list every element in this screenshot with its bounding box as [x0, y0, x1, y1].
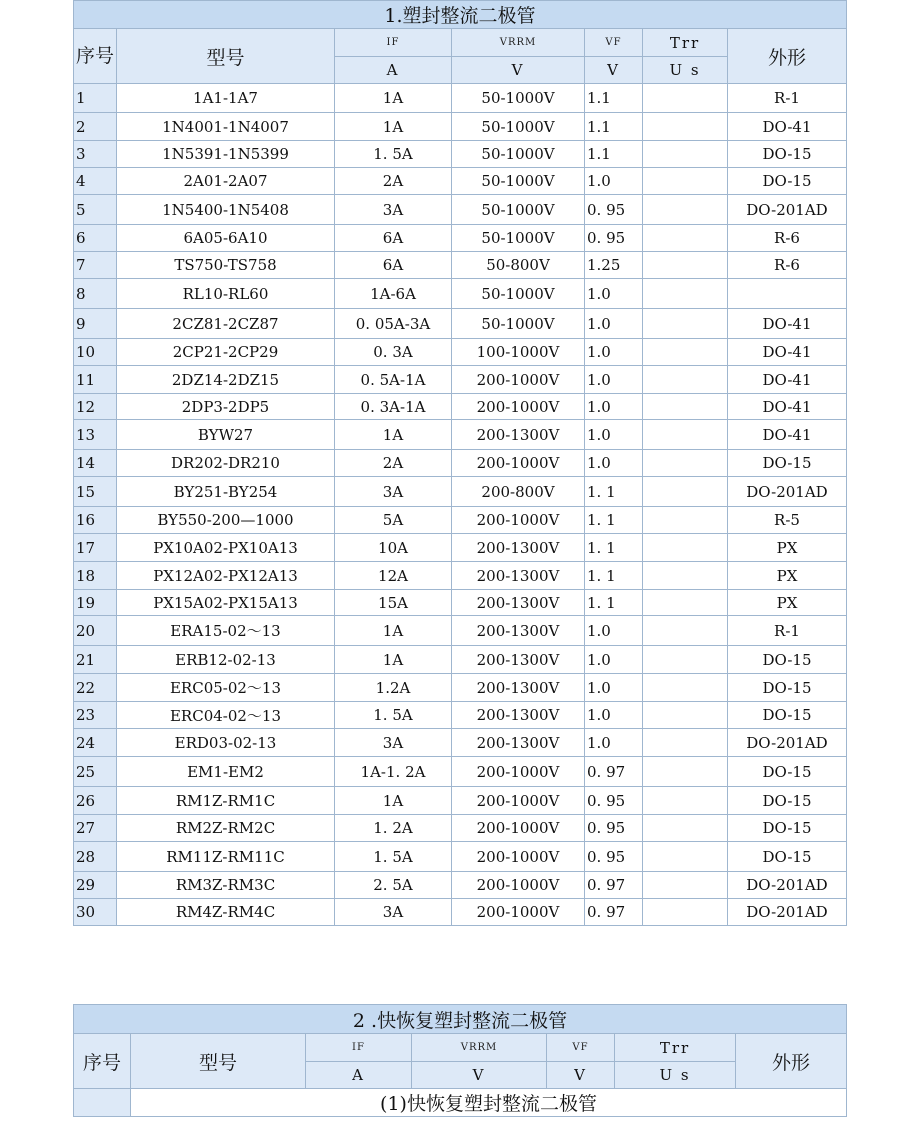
table-row [74, 477, 847, 507]
cell-shape: PX [728, 534, 847, 562]
section-index-cell [74, 1089, 131, 1117]
row-index: 15 [74, 477, 117, 507]
cell-model: BYW27 [117, 420, 335, 450]
row-index: 10 [74, 339, 117, 366]
cell-vrrm: 200-1300V [452, 674, 585, 702]
table-row [74, 252, 847, 279]
cell-if: 3A [335, 899, 452, 926]
cell-vf: 1.0 [585, 339, 643, 366]
row-index: 4 [74, 168, 117, 195]
cell-if: 3A [335, 477, 452, 507]
cell-shape: R-5 [728, 507, 847, 534]
header-model: 型号 [131, 1034, 306, 1089]
cell-vrrm: 200-1000V [452, 899, 585, 926]
row-index: 30 [74, 899, 117, 926]
header-if: IF [306, 1034, 412, 1062]
cell-if: 1. 5A [335, 842, 452, 872]
cell-model: RM4Z-RM4C [117, 899, 335, 926]
cell-vf: 1. 1 [585, 590, 643, 616]
table-1-title: 1.塑封整流二极管 [74, 1, 847, 29]
row-index: 20 [74, 616, 117, 646]
row-index: 24 [74, 729, 117, 757]
cell-if: 6A [335, 252, 452, 279]
row-index: 25 [74, 757, 117, 787]
cell-model: DR202-DR210 [117, 450, 335, 477]
cell-shape: DO-15 [728, 646, 847, 674]
cell-vf: 0. 95 [585, 225, 643, 252]
cell-if: 5A [335, 507, 452, 534]
cell-shape: DO-201AD [728, 729, 847, 757]
table-row [74, 674, 847, 702]
header-if-unit: A [306, 1062, 412, 1089]
section-title: (1)快恢复塑封整流二极管 [131, 1089, 847, 1117]
table-row [74, 842, 847, 872]
cell-vrrm: 50-1000V [452, 195, 585, 225]
cell-if: 1. 5A [335, 702, 452, 729]
cell-trr [643, 616, 728, 646]
cell-shape: DO-41 [728, 309, 847, 339]
cell-vf: 1.0 [585, 616, 643, 646]
cell-model: 2DZ14-2DZ15 [117, 366, 335, 394]
cell-vrrm: 50-1000V [452, 279, 585, 309]
cell-vrrm: 200-1300V [452, 420, 585, 450]
table-row [74, 450, 847, 477]
cell-shape: DO-41 [728, 394, 847, 420]
cell-shape: DO-15 [728, 702, 847, 729]
row-index: 17 [74, 534, 117, 562]
cell-vf: 1.0 [585, 420, 643, 450]
cell-vrrm: 50-1000V [452, 84, 585, 113]
cell-model: 1N4001-1N4007 [117, 113, 335, 141]
cell-if: 1A-6A [335, 279, 452, 309]
row-index: 7 [74, 252, 117, 279]
table-row [74, 420, 847, 450]
cell-trr [643, 420, 728, 450]
cell-trr [643, 279, 728, 309]
cell-vf: 0. 97 [585, 757, 643, 787]
table-row [74, 84, 847, 113]
table-row [74, 394, 847, 420]
cell-if: 0. 05A-3A [335, 309, 452, 339]
cell-vrrm: 50-1000V [452, 309, 585, 339]
cell-vf: 1.0 [585, 674, 643, 702]
table-row [74, 279, 847, 309]
cell-vf: 1. 1 [585, 534, 643, 562]
cell-model: ERD03-02-13 [117, 729, 335, 757]
cell-shape: DO-15 [728, 815, 847, 842]
table-row [74, 729, 847, 757]
cell-vf: 1.0 [585, 366, 643, 394]
cell-shape: R-6 [728, 225, 847, 252]
cell-vrrm: 100-1000V [452, 339, 585, 366]
table-row [74, 507, 847, 534]
cell-vf: 1.0 [585, 702, 643, 729]
cell-trr [643, 872, 728, 899]
cell-vrrm: 200-1300V [452, 562, 585, 590]
cell-model: BY251-BY254 [117, 477, 335, 507]
table-1 [73, 0, 847, 926]
table-row [74, 534, 847, 562]
cell-vrrm: 200-1000V [452, 787, 585, 815]
cell-shape: DO-15 [728, 787, 847, 815]
cell-trr [643, 815, 728, 842]
cell-if: 3A [335, 195, 452, 225]
cell-model: RM11Z-RM11C [117, 842, 335, 872]
header-trr: Trr [643, 29, 728, 57]
table-row [74, 366, 847, 394]
table-1-body [74, 84, 847, 926]
table-row [74, 168, 847, 195]
header-index: 序号 [74, 29, 117, 84]
row-index: 8 [74, 279, 117, 309]
cell-shape: DO-41 [728, 420, 847, 450]
cell-trr [643, 394, 728, 420]
cell-shape: DO-41 [728, 339, 847, 366]
row-index: 1 [74, 84, 117, 113]
row-index: 6 [74, 225, 117, 252]
cell-vf: 0. 95 [585, 815, 643, 842]
row-index: 26 [74, 787, 117, 815]
cell-vf: 1.1 [585, 113, 643, 141]
cell-trr [643, 195, 728, 225]
cell-if: 0. 5A-1A [335, 366, 452, 394]
cell-if: 12A [335, 562, 452, 590]
cell-model: 2DP3-2DP5 [117, 394, 335, 420]
cell-if: 0. 3A-1A [335, 394, 452, 420]
cell-vrrm: 50-1000V [452, 225, 585, 252]
cell-vrrm: 200-1000V [452, 366, 585, 394]
cell-vrrm: 200-1000V [452, 394, 585, 420]
header-vf-unit: V [547, 1062, 615, 1089]
cell-vf: 1.0 [585, 646, 643, 674]
row-index: 5 [74, 195, 117, 225]
cell-vrrm: 50-1000V [452, 168, 585, 195]
header-index: 序号 [74, 1034, 131, 1089]
cell-shape: DO-201AD [728, 195, 847, 225]
cell-vrrm: 200-1000V [452, 757, 585, 787]
cell-vrrm: 50-1000V [452, 141, 585, 168]
cell-if: 1A [335, 84, 452, 113]
cell-shape: DO-15 [728, 757, 847, 787]
cell-model: 2A01-2A07 [117, 168, 335, 195]
cell-if: 1A [335, 787, 452, 815]
row-index: 3 [74, 141, 117, 168]
cell-model: 6A05-6A10 [117, 225, 335, 252]
cell-model: ERC05-02～13 [117, 674, 335, 702]
cell-shape: DO-15 [728, 141, 847, 168]
cell-shape: DO-201AD [728, 477, 847, 507]
cell-if: 3A [335, 729, 452, 757]
row-index: 9 [74, 309, 117, 339]
cell-model: PX12A02-PX12A13 [117, 562, 335, 590]
cell-trr [643, 113, 728, 141]
cell-vf: 1.0 [585, 394, 643, 420]
cell-model: PX15A02-PX15A13 [117, 590, 335, 616]
cell-vf: 1. 1 [585, 507, 643, 534]
cell-vrrm: 200-1300V [452, 590, 585, 616]
cell-shape: R-1 [728, 84, 847, 113]
row-index: 28 [74, 842, 117, 872]
cell-trr [643, 168, 728, 195]
cell-model: RL10-RL60 [117, 279, 335, 309]
cell-vf: 1.1 [585, 84, 643, 113]
table-row [74, 113, 847, 141]
cell-trr [643, 141, 728, 168]
cell-model: 1N5400-1N5408 [117, 195, 335, 225]
cell-vrrm: 200-1300V [452, 534, 585, 562]
cell-shape: R-6 [728, 252, 847, 279]
cell-vf: 0. 97 [585, 872, 643, 899]
cell-model: ERA15-02～13 [117, 616, 335, 646]
cell-if: 2. 5A [335, 872, 452, 899]
cell-vf: 0. 95 [585, 195, 643, 225]
cell-model: RM3Z-RM3C [117, 872, 335, 899]
cell-trr [643, 646, 728, 674]
cell-shape: DO-201AD [728, 872, 847, 899]
table-row [74, 195, 847, 225]
row-index: 2 [74, 113, 117, 141]
table-row [74, 899, 847, 926]
cell-if: 6A [335, 225, 452, 252]
cell-vf: 0. 95 [585, 842, 643, 872]
cell-vrrm: 200-1300V [452, 646, 585, 674]
cell-vf: 1.0 [585, 309, 643, 339]
row-index: 23 [74, 702, 117, 729]
cell-model: 2CP21-2CP29 [117, 339, 335, 366]
table-row [74, 872, 847, 899]
row-index: 13 [74, 420, 117, 450]
cell-if: 2A [335, 168, 452, 195]
cell-model: ERB12-02-13 [117, 646, 335, 674]
cell-vf: 1.0 [585, 168, 643, 195]
row-index: 14 [74, 450, 117, 477]
header-shape: 外形 [736, 1034, 847, 1089]
cell-vrrm: 200-1000V [452, 872, 585, 899]
cell-model: TS750-TS758 [117, 252, 335, 279]
cell-shape: PX [728, 562, 847, 590]
cell-vrrm: 200-1000V [452, 450, 585, 477]
cell-vf: 1.0 [585, 729, 643, 757]
header-vf: VF [547, 1034, 615, 1062]
cell-shape: PX [728, 590, 847, 616]
header-vrrm: VRRM [452, 29, 585, 57]
cell-if: 1A [335, 113, 452, 141]
header-vrrm: VRRM [412, 1034, 547, 1062]
table-row [74, 815, 847, 842]
table-2-title: 2 .快恢复塑封整流二极管 [74, 1005, 847, 1034]
cell-vrrm: 200-1300V [452, 702, 585, 729]
row-index: 21 [74, 646, 117, 674]
cell-vf: 1.0 [585, 279, 643, 309]
cell-if: 2A [335, 450, 452, 477]
cell-model: RM2Z-RM2C [117, 815, 335, 842]
cell-trr [643, 757, 728, 787]
row-index: 11 [74, 366, 117, 394]
table-row [74, 702, 847, 729]
header-vrrm-unit: V [452, 57, 585, 84]
table-row [74, 757, 847, 787]
cell-vf: 1.0 [585, 450, 643, 477]
row-index: 29 [74, 872, 117, 899]
cell-shape: DO-201AD [728, 899, 847, 926]
table-row [74, 141, 847, 168]
cell-trr [643, 590, 728, 616]
row-index: 18 [74, 562, 117, 590]
cell-vrrm: 50-800V [452, 252, 585, 279]
cell-if: 10A [335, 534, 452, 562]
table-row [74, 225, 847, 252]
row-index: 19 [74, 590, 117, 616]
cell-shape: R-1 [728, 616, 847, 646]
cell-vrrm: 200-1000V [452, 815, 585, 842]
cell-if: 1A [335, 616, 452, 646]
table-row [74, 309, 847, 339]
header-trr-unit: U s [643, 57, 728, 84]
cell-vf: 1. 1 [585, 562, 643, 590]
cell-trr [643, 450, 728, 477]
cell-vf: 0. 97 [585, 899, 643, 926]
table-row [74, 339, 847, 366]
cell-trr [643, 252, 728, 279]
cell-vrrm: 200-1300V [452, 616, 585, 646]
cell-trr [643, 477, 728, 507]
cell-shape: DO-15 [728, 168, 847, 195]
cell-shape: DO-41 [728, 366, 847, 394]
cell-trr [643, 507, 728, 534]
cell-trr [643, 339, 728, 366]
header-model: 型号 [117, 29, 335, 84]
cell-trr [643, 702, 728, 729]
cell-vrrm: 200-1000V [452, 507, 585, 534]
cell-trr [643, 366, 728, 394]
table-2 [73, 1004, 847, 1117]
cell-trr [643, 534, 728, 562]
cell-trr [643, 84, 728, 113]
cell-vf: 0. 95 [585, 787, 643, 815]
cell-model: 1A1-1A7 [117, 84, 335, 113]
cell-trr [643, 899, 728, 926]
header-vf-unit: V [585, 57, 643, 84]
cell-vrrm: 50-1000V [452, 113, 585, 141]
header-if-unit: A [335, 57, 452, 84]
cell-if: 1A [335, 420, 452, 450]
cell-shape: DO-15 [728, 450, 847, 477]
cell-vf: 1.25 [585, 252, 643, 279]
header-trr-unit: U s [615, 1062, 736, 1089]
cell-if: 1. 5A [335, 141, 452, 168]
table-row [74, 590, 847, 616]
cell-vrrm: 200-800V [452, 477, 585, 507]
cell-model: 1N5391-1N5399 [117, 141, 335, 168]
header-if: IF [335, 29, 452, 57]
row-index: 16 [74, 507, 117, 534]
table-row [74, 562, 847, 590]
cell-trr [643, 787, 728, 815]
cell-trr [643, 729, 728, 757]
table-row [74, 787, 847, 815]
row-index: 27 [74, 815, 117, 842]
header-shape: 外形 [728, 29, 847, 84]
cell-model: PX10A02-PX10A13 [117, 534, 335, 562]
cell-shape: DO-15 [728, 674, 847, 702]
row-index: 12 [74, 394, 117, 420]
cell-vf: 1.1 [585, 141, 643, 168]
cell-if: 1. 2A [335, 815, 452, 842]
table-row [74, 646, 847, 674]
cell-model: ERC04-02～13 [117, 702, 335, 729]
cell-trr [643, 842, 728, 872]
cell-shape: DO-41 [728, 113, 847, 141]
cell-trr [643, 674, 728, 702]
cell-shape: DO-15 [728, 842, 847, 872]
cell-trr [643, 225, 728, 252]
cell-model: BY550-200—1000 [117, 507, 335, 534]
cell-if: 1.2A [335, 674, 452, 702]
table-row [74, 616, 847, 646]
cell-if: 15A [335, 590, 452, 616]
cell-model: RM1Z-RM1C [117, 787, 335, 815]
cell-if: 0. 3A [335, 339, 452, 366]
cell-model: 2CZ81-2CZ87 [117, 309, 335, 339]
header-trr: Trr [615, 1034, 736, 1062]
cell-model: EM1-EM2 [117, 757, 335, 787]
cell-if: 1A-1. 2A [335, 757, 452, 787]
header-vf: VF [585, 29, 643, 57]
row-index: 22 [74, 674, 117, 702]
cell-vrrm: 200-1300V [452, 729, 585, 757]
cell-shape [728, 279, 847, 309]
cell-vf: 1. 1 [585, 477, 643, 507]
cell-trr [643, 309, 728, 339]
cell-vrrm: 200-1000V [452, 842, 585, 872]
cell-trr [643, 562, 728, 590]
header-vrrm-unit: V [412, 1062, 547, 1089]
cell-if: 1A [335, 646, 452, 674]
